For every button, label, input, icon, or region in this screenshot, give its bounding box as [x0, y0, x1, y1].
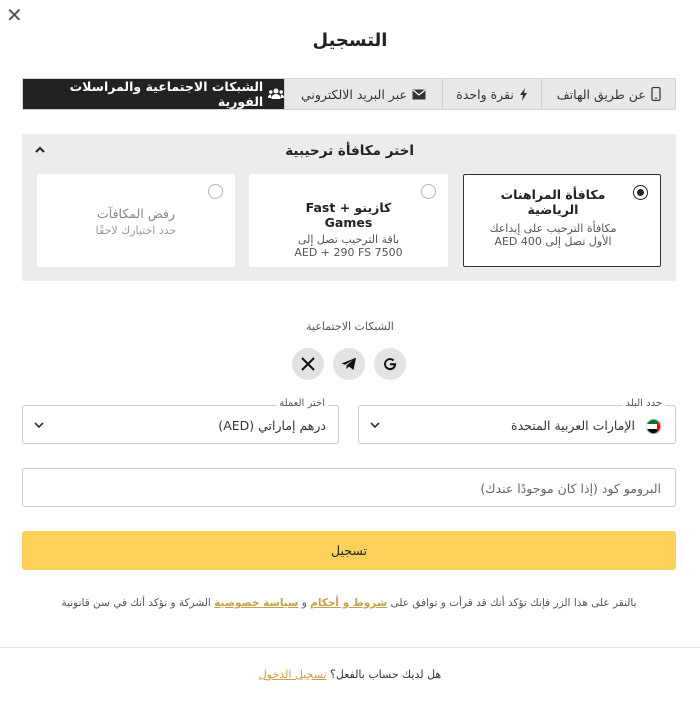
registration-method-tabs: [22, 78, 676, 110]
bonus-option-title: رفض المكافآت: [96, 206, 176, 221]
bonus-panel-header[interactable]: [22, 134, 676, 168]
bonus-option-desc: باقة الترحيب تصل إلى 7500 AED + 290 FS: [294, 233, 403, 259]
close-icon[interactable]: ✕: [6, 3, 23, 27]
login-question: هل لديك حساب بالفعل؟: [326, 668, 442, 681]
tab-phone[interactable]: [541, 79, 675, 109]
register-button[interactable]: تسجيل: [22, 531, 676, 570]
envelope-icon: [412, 89, 426, 100]
bonus-option-title: مكافأة المراهنات الرياضية: [500, 187, 606, 217]
login-prompt: [0, 668, 700, 681]
country-select[interactable]: [358, 398, 676, 444]
terms-link[interactable]: شروط و أحكام: [310, 597, 388, 609]
chevron-down-icon: [33, 419, 45, 431]
google-icon: [382, 356, 398, 372]
currency-select[interactable]: [22, 398, 339, 444]
country-value: الإمارات العربية المتحدة: [511, 418, 635, 433]
bonus-option-casino[interactable]: [249, 174, 448, 267]
chevron-down-icon: [369, 419, 381, 431]
bonus-option-decline[interactable]: [37, 174, 235, 267]
tab-social-label: الشبكات الاجتماعية والمراسلات الفورية: [69, 79, 264, 109]
bonus-option-title: كازينو + Fast Games: [305, 200, 392, 230]
tab-email[interactable]: [284, 79, 442, 109]
phone-icon: [651, 87, 661, 101]
privacy-link[interactable]: سياسة خصوصية: [214, 597, 299, 609]
google-login-button[interactable]: [374, 348, 406, 380]
terms-text-before: بالنقر على هذا الزر فإنك تؤكد أنك قد قرأت و توافق على: [387, 597, 637, 609]
bonus-radio-sports[interactable]: [633, 185, 648, 200]
bonus-radio-casino[interactable]: [421, 184, 436, 199]
tab-one-click[interactable]: [442, 79, 542, 109]
terms-text: [22, 597, 676, 609]
tab-one-click-label: نقرة واحدة: [456, 86, 514, 102]
page-title: التسجيل: [312, 30, 388, 51]
bonus-option-desc: مكافأة الترحيب على إيداعك الأول تصل إلى 400 AED: [489, 222, 617, 248]
terms-text-and: و: [298, 597, 311, 609]
promo-code-input[interactable]: البرومو كود (إذا كان موجودًا عندك): [22, 468, 676, 507]
x-login-button[interactable]: [292, 348, 324, 380]
chevron-up-icon[interactable]: [34, 144, 46, 156]
tab-email-label: عبر البريد الالكتروني: [300, 86, 407, 102]
currency-value: درهم إماراتي (AED): [218, 418, 326, 433]
bonus-radio-decline[interactable]: [208, 184, 223, 199]
telegram-icon: [341, 357, 357, 371]
login-link[interactable]: تسجيل الدخول: [258, 668, 327, 681]
footer-divider: [0, 647, 700, 648]
currency-legend: اختر العملة: [276, 398, 328, 409]
tab-social-networks[interactable]: [23, 79, 284, 109]
tab-phone-label: عن طريق الهاتف: [556, 86, 646, 102]
lightning-icon: [519, 88, 528, 101]
telegram-login-button[interactable]: [333, 348, 365, 380]
users-icon: [268, 88, 284, 100]
welcome-bonus-panel: [22, 134, 676, 281]
country-legend: حدد البلد: [623, 398, 665, 409]
x-icon: [301, 357, 315, 371]
bonus-panel-title: اختر مكافأة ترحيبية: [285, 143, 414, 159]
social-networks-label: الشبكات الاجتماعية: [306, 320, 394, 333]
bonus-option-sports[interactable]: [463, 174, 661, 267]
terms-text-after: الشركة و تؤكد أنك في سن قانونية: [61, 597, 215, 609]
bonus-option-desc: حدد اختيارك لاحقًا: [95, 224, 177, 237]
uae-flag-icon: [646, 419, 661, 434]
